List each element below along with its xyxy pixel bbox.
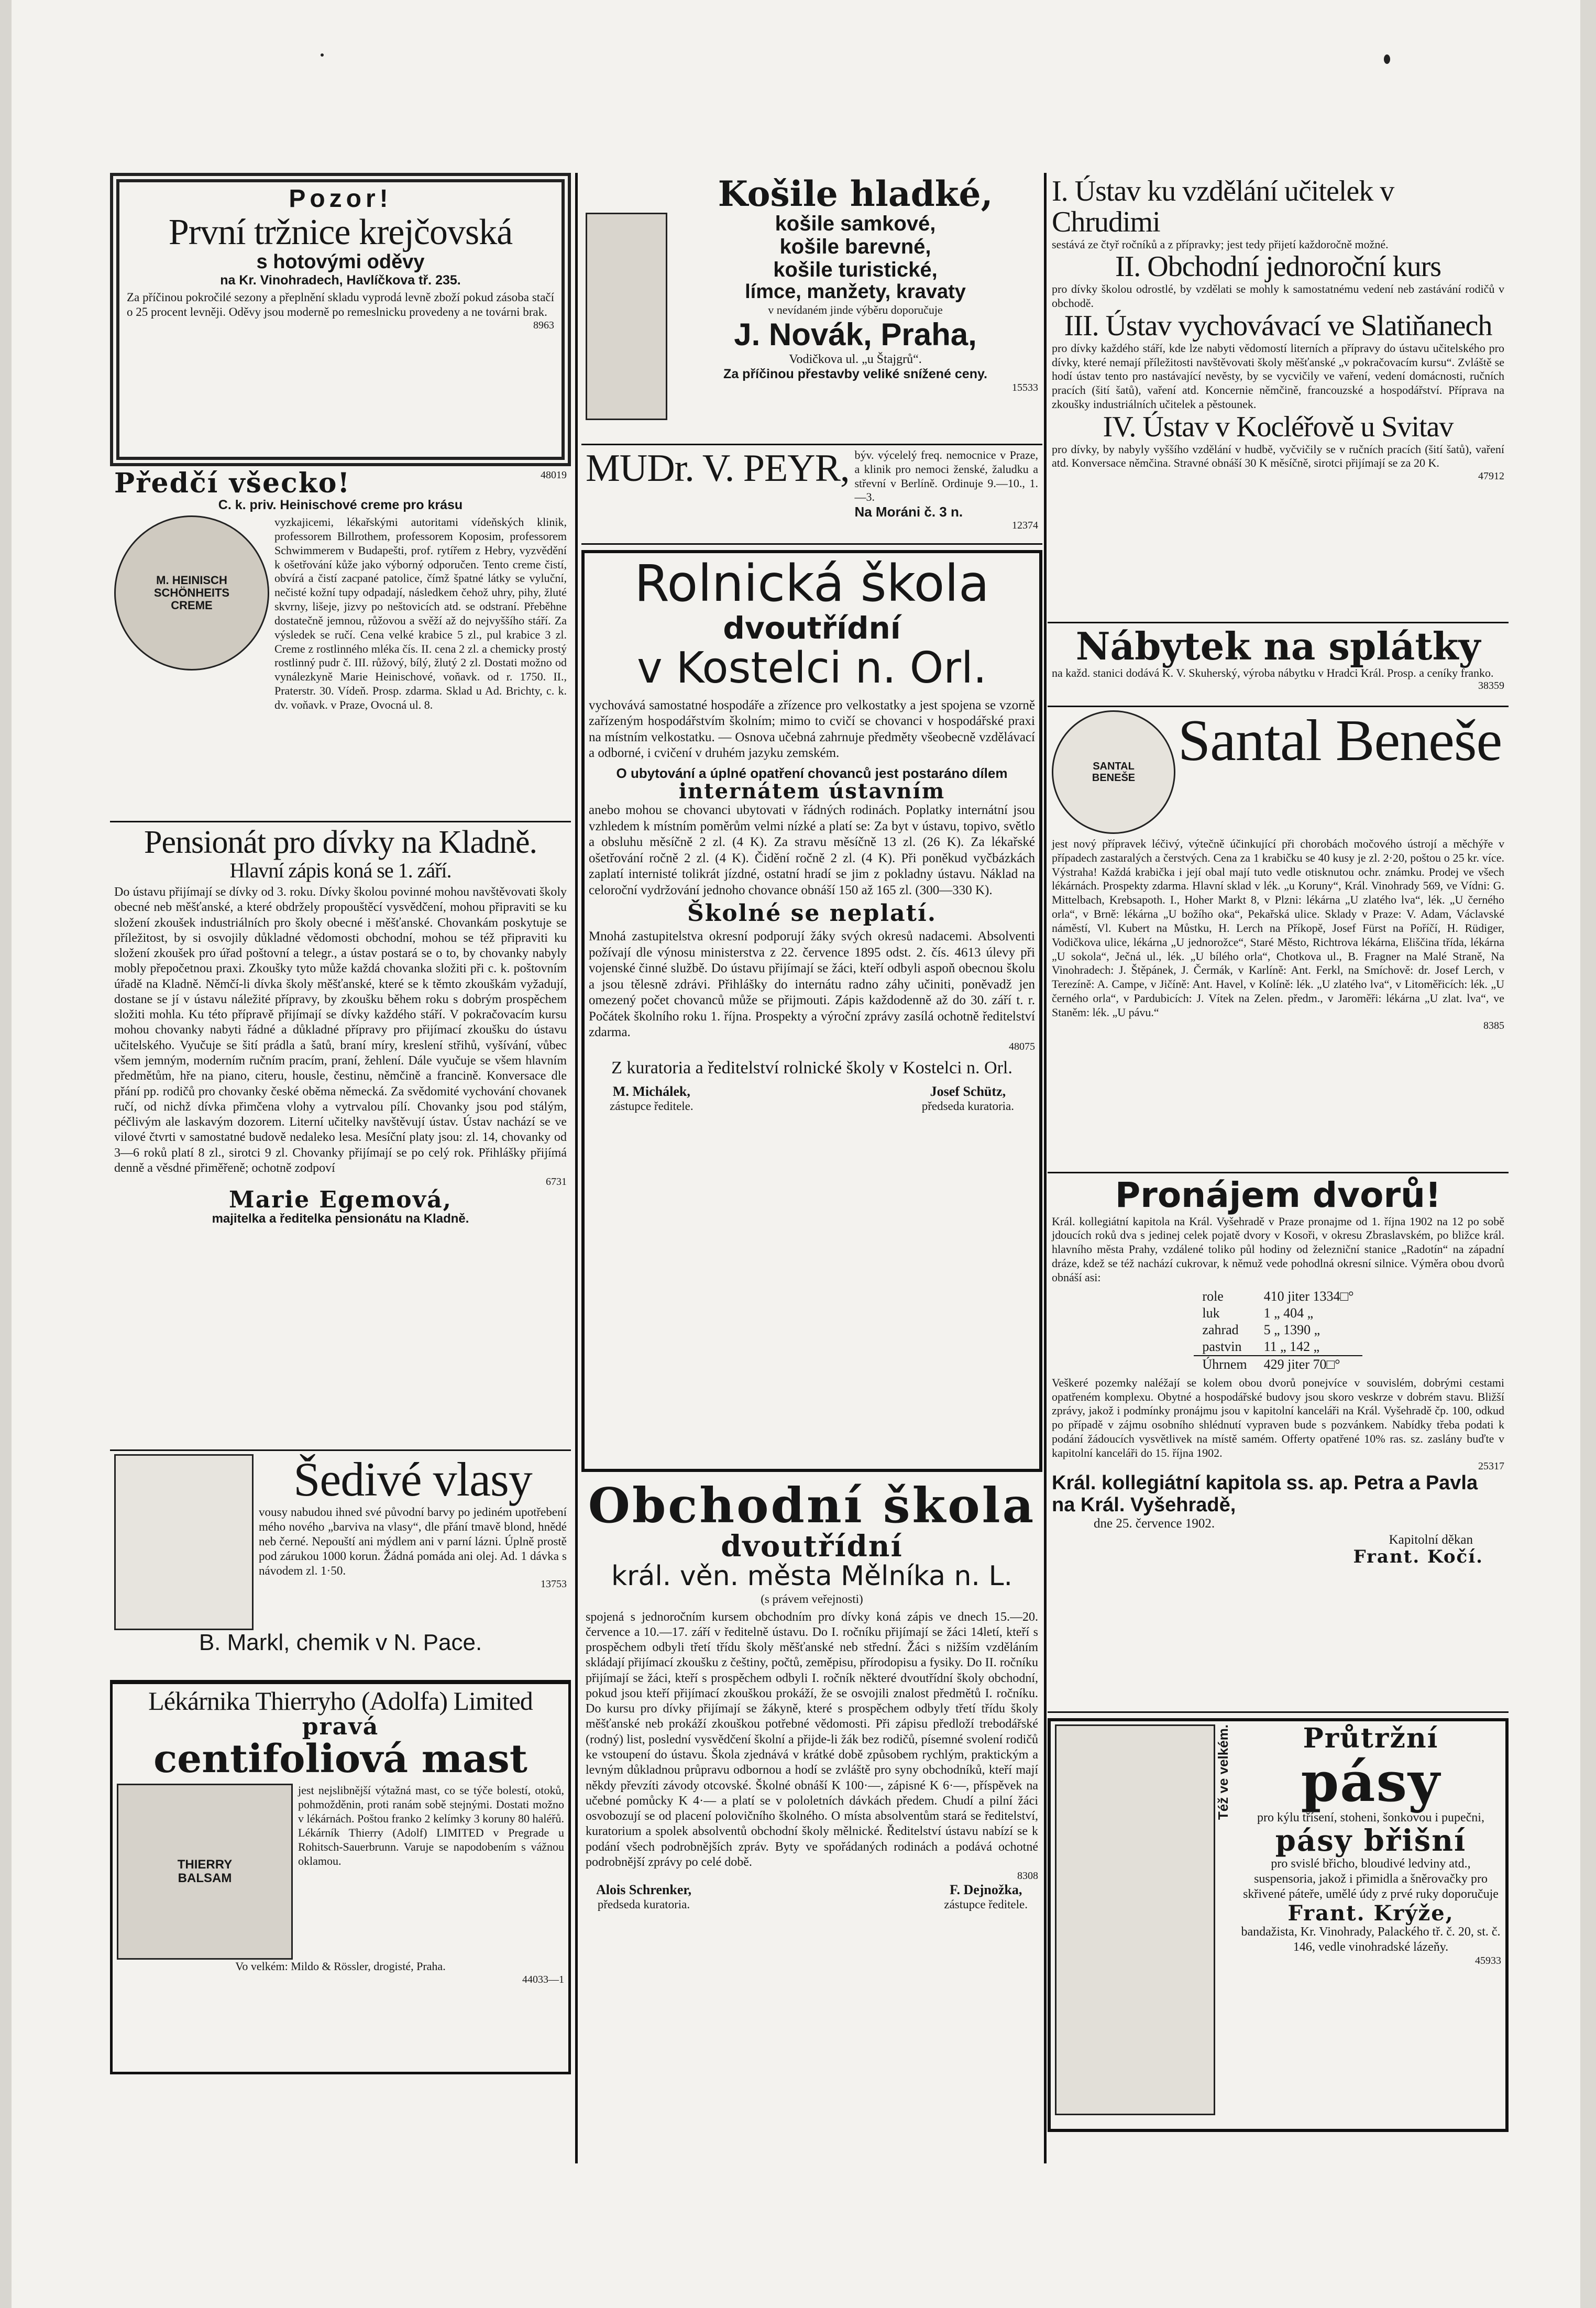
signature-2: Josef Schütz, <box>930 1084 1006 1100</box>
ad-heading: internátem ústavním <box>678 779 945 804</box>
ad-id: 13753 <box>541 1578 567 1590</box>
ad-lead: C. k. priv. Heinischové creme pro krásu <box>218 497 463 512</box>
table-cell: 410 jiter 1334□° <box>1263 1288 1354 1304</box>
ad-headline: Pensionát pro dívky na Kladně. <box>144 825 537 860</box>
ad-text: spojená s jednoročním kursem obchodním pro dívky koná zápis ve dnech 15.—20. července a 10.—17. září v ředitelně ústavu. Do I. ročníku přijímají se žáci 14letí, kteří s prospěchem odbyli třetí třídu školy měšťanské neb střední. Žáci s nižším vzděláním skládají přijímací zkoušku z češtiny, počtů, zeměpisu, přírodopisu a fysiky. Do II. ročníku přijímají se žáci, kteří s prospěchem odbyli I. ročník některé dvoutřídní školy obchodní, pokud jsou kteří přijímací zkouškou prokáží, že se osvojili znalost předmětů I. ročníku. Do kursu pro dívky přijímají se žákyně, které s prospěchem odbyly třetí třídu školy měšťanské neb prokáží zkouškou potřebné vědomosti. Při zápisu předloží trebodářské (rodný) list, poslední vysvědčení školní a přijde-li žák bez rodičů, písemné svolení rodičů ke vstoupení do ústavu. Škola zjednává v krátké době způsobem rychlým, praktickým a levným důkladnou průpravu odbornou a hodí se zvláště pro syny obchodníků, kteří mají někdy převzíti závody otcovské. Školné obnáší K 100·—, zápisné K 6·—, příspěvek na učebné pomůcky K 4·— a platí se v pololetních dávkách předem. Chudí a pilní žáci osvobozují se od placení polovičního školného. O místa absolventům stará se ředitelství, kuratorium a spolek absolventů obchodní školy mělnické. Ředitelství ústavu nabízí se k podání všech podrobnějších zpráv. Byty ve spořádaných rodinách a podává ochotné podrobnější zprávy po celé době. <box>586 1610 1038 1869</box>
ink-spot <box>1384 54 1390 64</box>
ad-heading: II. Obchodní jednoroční kurs <box>1115 250 1441 283</box>
ad-thierry <box>110 1681 571 2074</box>
column-rule <box>1044 173 1047 2163</box>
ad-obchodni-skola <box>581 1477 1042 2158</box>
ad-address: bandažista, Kr. Vinohrady, Palackého tř. č. 20, st. č. 146, vedle vinohradské lázeňy. <box>1241 1925 1501 1954</box>
ad-text: anebo mohou se chovanci ubytovati v řádných rodinách. Poplatky internátní jsou vzhledem k místním poměrům velmi nízké a platí se: Za byt v ústavu, topivo, světlo a obsluhu měsíčně 2 zl. (4 K). Za stravu měsíčně 13 zl. (26 K). Za lékařské ošetřování ročně 2 zl. (4 K). Čidění ročně 2 zl. (4 K). Při poněkud vyčbázkách zaplatí internisté tolikrát jízdné, ostatní hradí se jim z pokladny ústavu. Náklad na celoroční vydržování jednoho chovance obnáší 150 až 165 zl. (300—330 K). <box>589 803 1035 897</box>
ad-id: 47912 <box>1478 470 1504 482</box>
ad-address: Vodičkova ul. „u Štajgrů“. <box>789 352 922 366</box>
ad-signature-sub: majitelka a ředitelka pensionátu na Kladně. <box>212 1212 469 1226</box>
ad-signature: B. Markl, chemik v N. Pace. <box>199 1630 482 1655</box>
ad-headline: Košile hladké, <box>718 173 993 214</box>
ad-line: košile barevné, <box>779 235 931 259</box>
ad-headline: Rolnická škola <box>634 554 989 613</box>
ad-text: pro dívky školou odrostlé, by vzdělati se mohly k samostatnému vedení neb zastávání rodičů v obchodě. <box>1052 282 1504 310</box>
ad-peyr <box>581 445 1042 545</box>
table-row <box>1194 1305 1362 1322</box>
table-cell: luk <box>1202 1305 1220 1321</box>
ad-big-title: centifoliová mast <box>153 1736 527 1782</box>
signature-2-role: zástupce ředitele. <box>944 1898 1028 1911</box>
column-middle <box>581 173 1042 2163</box>
woman-portrait-illustration <box>114 1454 254 1630</box>
ad-id: 25317 <box>1478 1460 1504 1472</box>
ad-line: límce, manžety, kravaty <box>745 281 966 303</box>
ink-spot <box>321 53 324 57</box>
ad-text: vyzkajicemi, lékařskými autoritami vídeňských klinik, professorem Billrothem, professorem Koposim, professorem Schwimmerem v Budapešti, prof. rytířem z Hebry, vyzvědění k ošetřování kůže jako výborný odporučen. Tento creme čistí, obvírá a čistí zacpané patolice, čímž špatné látky se vyluční, nečisté kožní tupy odpadají, následkem čehož uhry, pihy, žluté skvrny, lišeje, jizvy po neštovicích atd. se odstraní. Přeběhne dostatečně jemnou, růžovou a svěží až do nejvyššího stáří. Za výsledek se ručí. Cena velké krabice 5 zl., pul krabice 3 zl. Creme z rostlinného mléka čís. II. cena 2 zl. a chemicky prostý rostlinný pudr č. III. růžový, bílý, žlutý 2 zl. Dostati možno od vynálezkyně Marie Heinischové, voňavk. od r. 1750. II., Praterstr. 30. Vídeň. Prosp. zdarma. Sklad u Ad. Brichty, c. k. dv. voňavk. v Praze, Ovocná ul. 8. <box>274 515 567 711</box>
shirt-box-illustration <box>586 213 667 420</box>
ad-date: dne 25. července 1902. <box>1094 1516 1215 1531</box>
ad-note: (s právem veřejnosti) <box>761 1592 863 1606</box>
ad-name: MUDr. V. PEYR, <box>586 447 850 490</box>
ad-text: Veškeré pozemky naléžají se kolem obou dvorů ponejvíce v souvislém, dobrými cestami opatřeném komplexu. Obytné a hospodářské budovy jsou skoro veskrze v dobrém stavu. Bližší zprávy, jakož i podmínky pronájmu jsou v kapitolní kanceláři na Král. Vyšehradě čp. 100, odkud po případě v zájmu osobního shlédnutí vypraven bude s pozvánkem. Nabídky třeba podati k podání žádoucích vysvětlivek na místě samém. Offerty opatřené 10% ras. sz. zaslány buďte v kapitolní kanceláři do 15. října 1902. <box>1052 1376 1504 1459</box>
table-cell: 11 „ 142 „ <box>1263 1338 1320 1354</box>
ad-signature: Marie Egemová, <box>228 1186 453 1214</box>
ad-id: 38359 <box>1478 680 1504 692</box>
ad-text: Za příčinou pokročilé sezony a přeplnění skladu vyprodá levně zboží pokud zásoba stačí o 25 procent levněji. Oděvy jsou moderně po remeslnicku provedeny a ne továrni brak. <box>127 290 554 318</box>
ad-prutrzni-pasy <box>1048 1718 1509 2132</box>
ad-pronajem <box>1048 1173 1509 1713</box>
page-edge-left <box>0 0 12 2308</box>
column-rule <box>575 173 578 2163</box>
thierry-seal-illustration <box>117 1784 293 1960</box>
ad-id: 8385 <box>1483 1019 1504 1031</box>
ad-heading: pásy břišní <box>1275 1823 1467 1859</box>
bandage-figure-illustration <box>1055 1724 1215 2115</box>
ad-address: na Kr. Vinohradech, Havlíčkova tř. 235. <box>220 273 461 288</box>
area-table <box>1194 1288 1362 1373</box>
ad-subtitle: dvoutřídní <box>721 1529 903 1564</box>
ad-name: J. Novák, Praha, <box>734 316 977 352</box>
ad-nabytek <box>1048 623 1509 707</box>
ad-ustav-chrudim <box>1048 173 1509 623</box>
ad-headline: Santal Beneše <box>1177 708 1502 773</box>
table-cell: 429 jiter 70□° <box>1263 1356 1340 1372</box>
ad-title: Pozor! <box>289 185 392 213</box>
ad-santal <box>1048 707 1509 1173</box>
ad-heading: Školné se neplatí. <box>687 900 937 927</box>
table-cell: 1 „ 404 „ <box>1263 1305 1314 1321</box>
ad-text: pro dívky, by nabyly vyššího vzdělání v hudbě, vyčvičily se v ručních pracích (šití šatů), vaření atd. Konversace němčina. Stravné obnáší 30 K měsíčně, sirotci přijímají se za 20 K. <box>1052 442 1504 470</box>
ad-subtitle: Hlavní zápis koná se 1. září. <box>229 859 452 883</box>
ad-text: Mnohá zastupitelstva okresní podporují žáky svých okresů nadacemi. Absolventi požívají dle výnosu ministerstva z 22. července 1895 odst. 2. čís. 4613 úlevy při vojenské činné službě. Do ústavu přijímají se žáci, kteří odbyli aspoň obecnou školu a jsou tělesně zdrávi. Přihlášky do internátu radno záhy učiniti, poněvadž jen omezený počet chovanců může se přijmouti. Zápis každodenně až do 30. září t. r. Počátek školního roku 1. října. Prospekty a výroční zprávy zasílá ochotně ředitelství zdarma. <box>589 929 1035 1040</box>
ad-id: 15533 <box>1012 381 1038 393</box>
table-cell: pastvin <box>1202 1338 1242 1354</box>
ad-text: Do ústavu přijímají se dívky od 3. roku. Dívky školou povinné mohou navštěvovati školy obecné neb měšťanské, a které obdržely propouštěcí vysvědčení, mohou připraviti se ku složení zkoušek industriálních pro školy obecné i měšťanské. Chovankám poskytuje se příležitost, by si osvojily důkladné vědomosti obchodní, mohou se též připraviti ku složení zkoušek pro úřad poštovní a telegr., a ústav postará se o to, by chovanky nabyly mobly přepočetnou praxi. Zkoušky tyto může každá chovanka složiti při c. k. poštovním úřadě na Kladně. Němčí-li dívka školy měšťanské, které se k těmto zkouškám vyžadují, dostane se jí v ústavu náležité přípravy, by zkoušku během roku s dobrým prospěchem složiti mohla. Ku této přípravě přijímají se dívky každého stáří. V pokračovacím kursu mohou chovanky nabyti řádné a důkladné přípravy pro přijímací zkoušku do ústavu učitelského. Vyučuje se šití prádla a šatů, braní míry, kreslení střihů, vyšívání, vůbec všem jemným, moderním ručním pracím, praní, žehlení. Dále vyučuje se všem hlavním předmětům, hře na piano, citeru, housle, čestinu, němčině a francině. Konversace dle přání pp. rodičů pro chovanky české oběma německá. Za svědomité vychování chovanek ručí, od nichž dívka přimčena vlohy a vytrvalou pílí. Chovanky jsou pod stálým, péčlivým ale laskavým dozorem. Literní učitelky navštěvují ústav. Ústav nachází se ve vilové čtvrti v samostatné budově nedaleko lesa. Mesíční platy jsou: zl. 14, chovanky od 3—6 roků platí 8 zl., sirotci 9 zl. Chovanky přijímají se po celý rok. Přihlášky přijímá denně a věsdné přiměřeně; ochotně zodpoví <box>114 885 567 1175</box>
ad-subtitle: dvoutřídní <box>723 610 901 646</box>
table-row <box>1194 1356 1362 1373</box>
ad-heading: O ubytování a úplné opatření chovanců jest postaráno dílem <box>616 765 1008 781</box>
ad-heading: pásy <box>1301 1749 1441 1814</box>
cream-tin-illustration <box>114 515 269 671</box>
ad-footer: Z kuratoria a ředitelství rolnické školy v Kostelci n. Orl. <box>611 1058 1012 1078</box>
ad-pensionat <box>110 822 571 1451</box>
ad-line: košile samkové, <box>775 212 936 236</box>
ad-id: 45933 <box>1475 1955 1501 1967</box>
ad-small: v nevídaném jinde výběru doporučuje <box>768 303 943 317</box>
table-row <box>1194 1338 1362 1356</box>
signature-1: Alois Schrenker, <box>596 1882 692 1898</box>
ad-predci <box>110 466 571 822</box>
ad-heading: III. Ústav vychovávací ve Slatiňanech <box>1064 309 1492 342</box>
ad-heading: IV. Ústav v Kocléřově u Svitav <box>1103 410 1454 443</box>
ad-pozor <box>110 173 571 466</box>
ad-text: sestává ze čtyř ročníků a z přípravky; jest tedy přijetí každoročně možné. <box>1052 237 1389 251</box>
ad-subtitle: s hotovými oděvy <box>256 251 425 273</box>
ad-sign-label: Kapitolní děkan <box>1389 1532 1473 1547</box>
ad-signature: Frant. Kočí. <box>1353 1546 1483 1568</box>
page-edge-right <box>1580 0 1596 2308</box>
seal-text: THIERRY BALSAM <box>177 1857 233 1886</box>
signature-1-role: předseda kuratoria. <box>597 1898 690 1911</box>
ad-note: Za příčinou přestavby veliké snížené ceny. <box>723 367 987 382</box>
ad-id: 48075 <box>1009 1040 1035 1052</box>
ad-text: jest nový přípravek léčivý, výtečně účinkující při chorobách močového ústrojí a měchýře v případech zastaralých a čerstvých. Cena za 1 krabičku se 40 kusy je zl. 2·20, poštou o 25 kr. více. Výstraha! Každá krabička i její obal mají tuto vedle otisknutou ochr. známku. Prodej ve všech lékárnách. Prospekty zdarma. Hlavní sklad v lék. „u Koruny“, Král. Vinohrady 569, ve Vídni: G. Mittelbach, Krebsapoth. I., Hoher Markt 8, v Plzni: lékárna „U zlatého lva“, lék. „U černého orla“, v Brně: lékárna „U božího oka“, Pekařská ulice. Sklady v Praze: V. Adam, Václavské náměstí, Vl. Kubert na Můstku, H. Lerch na Příkopě, Josef Fürst na Poříčí, H. Rüdiger, Vodičkova ulice, lékárna „U jednorožce“, Staré Město, Richtrova lékárna, Eliščina třída, lékárna „U sokola“, Ječná ul., lék. „U bílého orla“, Chotkova ul., B. Fragner na Malé Straně, Na Vinohradech: J. Štěpánek, J. Čermák, v Karlíně: Ant. Ferkl, na Smíchově: dr. Josef Lerch, v Terezíně: A. Campe, v Jičíně: Ant. Havel, v Kolíně: lék. „U zlatého lva“, v Litoměřicích: lék. „U černého orla“, v Pardubicích: J. Vítek na Zelen. předm., v Jaroměři: lékárna „U zlat. lva“, ve Staněm: lék. „U pávu.“ <box>1052 837 1504 1019</box>
ad-headline: Šedivé vlasy <box>293 1453 532 1506</box>
table-cell: role <box>1202 1288 1224 1304</box>
ad-headline: Pronájem dvorů! <box>1115 1175 1441 1215</box>
ad-title: Předčí všecko! <box>114 467 351 499</box>
ad-place: Na Moráni č. 3 n. <box>854 504 963 520</box>
ad-id: 44033—1 <box>522 1974 564 1986</box>
ad-kosile <box>581 173 1042 445</box>
ad-text: vousy nabudou ihned své původní barvy po jediném upotřebení mého nového „barviva na vlasy“, dle přání tmavě blond, hnědé neb černé. Nepouští ani mýdlem ani v parní lázni. Úplně prostě pod zárukou 1000 korun. Žádná pomáda ani olej. Ad. 1 dávka s návodem zl. 1·50. <box>259 1505 567 1577</box>
ad-text: pro kýlu třísení, stoheni, šonkovou i pupečni, <box>1257 1810 1484 1825</box>
ad-headline: Lékárnika Thierryho (Adolfa) Limited <box>148 1686 533 1716</box>
ad-text: pro svislé břicho, bloudivé ledviny atd., suspensoria, jakož i přimidla a šněrovačky pro skřivené páteře, umělé údy z prvé ruky doporučuje <box>1243 1856 1499 1902</box>
signature-1: M. Michálek, <box>612 1084 690 1100</box>
ad-line: košile turistické, <box>773 258 938 282</box>
ad-subtitle: pravá <box>302 1713 379 1740</box>
signature-2-role: předseda kuratoria. <box>921 1100 1014 1113</box>
ad-place: král. věn. města Mělníka n. L. <box>611 1560 1012 1592</box>
table-row <box>1194 1288 1362 1305</box>
ad-text: Král. kollegiátní kapitola na Král. Vyšehradě v Praze pronajme od 1. října 1902 na 12 po sobě jdoucích roků dva s jedinej celek pojatě dvory v Kosoři, v okresu Zbraslavském, po bližce král. hlavního města Prahy, vzdálené toliko půl hodiny od železniční stanice „Radotín“ na západní dráze, kdež se též nachází cukrovar, k němuž vede pohodlná okresní silnice. Výměra obou dvorů obnáší asi: <box>1052 1214 1504 1284</box>
table-cell: zahrad <box>1202 1322 1239 1337</box>
ad-text: na každ. stanici dodává K. V. Skuherský, výroba nábytku v Hradci Král. Prosp. a ceníky franko. <box>1052 666 1494 679</box>
ad-footer: Vo velkém: Mildo & Rössler, drogisté, Praha. <box>235 1960 446 1973</box>
signature-1-role: zástupce ředitele. <box>610 1100 694 1113</box>
ad-place: v Kostelci n. Orl. <box>637 643 987 694</box>
ad-signature: Frant. Krýže, <box>1287 1900 1454 1926</box>
ad-headline: První tržnice krejčovská <box>168 212 513 252</box>
ad-heading: Průtržní <box>1303 1722 1439 1754</box>
ad-sedive-vlasy <box>110 1451 571 1681</box>
ad-footer: Král. kollegiátní kapitola ss. ap. Petra a Pavla na Král. Vyšehradě, <box>1052 1471 1478 1516</box>
ad-headline: Obchodní škola <box>588 1477 1036 1534</box>
ad-id: 12374 <box>1012 519 1038 531</box>
ad-text: jest nejslibnější výtažná mast, co se týče bolestí, otoků, pohmožděnin, proti ranám sobě stejnými. Dostati možno v lékárnách. Poštou franko 2 kelímky 3 koruny 80 haléřů. Lékárník Thierry (Adolf) LIMITED v Pregrade u Rohitsch-Sauerbrunn. Varuje se napodobením s vážnou oklamou. <box>298 1784 564 1867</box>
table-cell: 5 „ 1390 „ <box>1263 1322 1320 1337</box>
column-right <box>1048 173 1509 2163</box>
ad-id: 48019 <box>541 469 567 481</box>
santal-seal-illustration <box>1052 710 1175 834</box>
ad-headline: Nábytek na splátky <box>1075 624 1481 668</box>
side-label: Též ve velkém. <box>1215 1724 1231 1820</box>
ad-id: 6731 <box>546 1176 567 1188</box>
ad-id: 8308 <box>1017 1870 1038 1882</box>
table-row <box>1194 1322 1362 1338</box>
ad-text: býv. výcelelý freq. nemocnice v Praze, a klinik pro nemoci ženské, žaludku a střevní v Berlíně. Ordinuje 9.—10., 1.—3. <box>854 448 1038 504</box>
seal-text: M. HEINISCH SCHÖNHEITS CREME <box>153 573 230 612</box>
ad-heading: I. Ústav ku vzdělání učitelek v Chrudimi <box>1052 175 1394 238</box>
ad-rolnicka-skola <box>581 550 1042 1472</box>
ad-text: pro dívky každého stáří, kde lze nabyti vědomostí literních a přípravy do ústavu učitelského pro dívky, které nemají příležitosti navštěvovati školy měšťanské „v pokračovacím kursu“. Zvláště se hodí ústav tento pro nastávající nevěsty, by se vycvičily ve vaření, vedení domácnosti, ručních pracích (šití šatů), vaření atd. Koncernie němčině, francouzské a hospodářství. Příprava na zkoušky industriálních učitelek a pěstounek. <box>1052 341 1504 411</box>
ad-id: 8963 <box>533 319 554 331</box>
signature-2: F. Dejnožka, <box>949 1882 1022 1898</box>
seal-text: SANTAL BENEŠE <box>1092 761 1136 784</box>
ad-text: vychovává samostatné hospodáře a zřízence pro velkostatky a jest spojena se vzorně zařízeným hospodářstvím školním; mimo to cvičí se chovanci v hospodářské praxi na místním velkostatku. — Osnova učebná zahrnuje předměty všeobecně vzdělávací a odborné, i cvičení v druhém jazyku zemském. <box>589 698 1035 761</box>
column-left <box>110 173 571 2163</box>
table-cell: Úhrnem <box>1202 1356 1247 1372</box>
